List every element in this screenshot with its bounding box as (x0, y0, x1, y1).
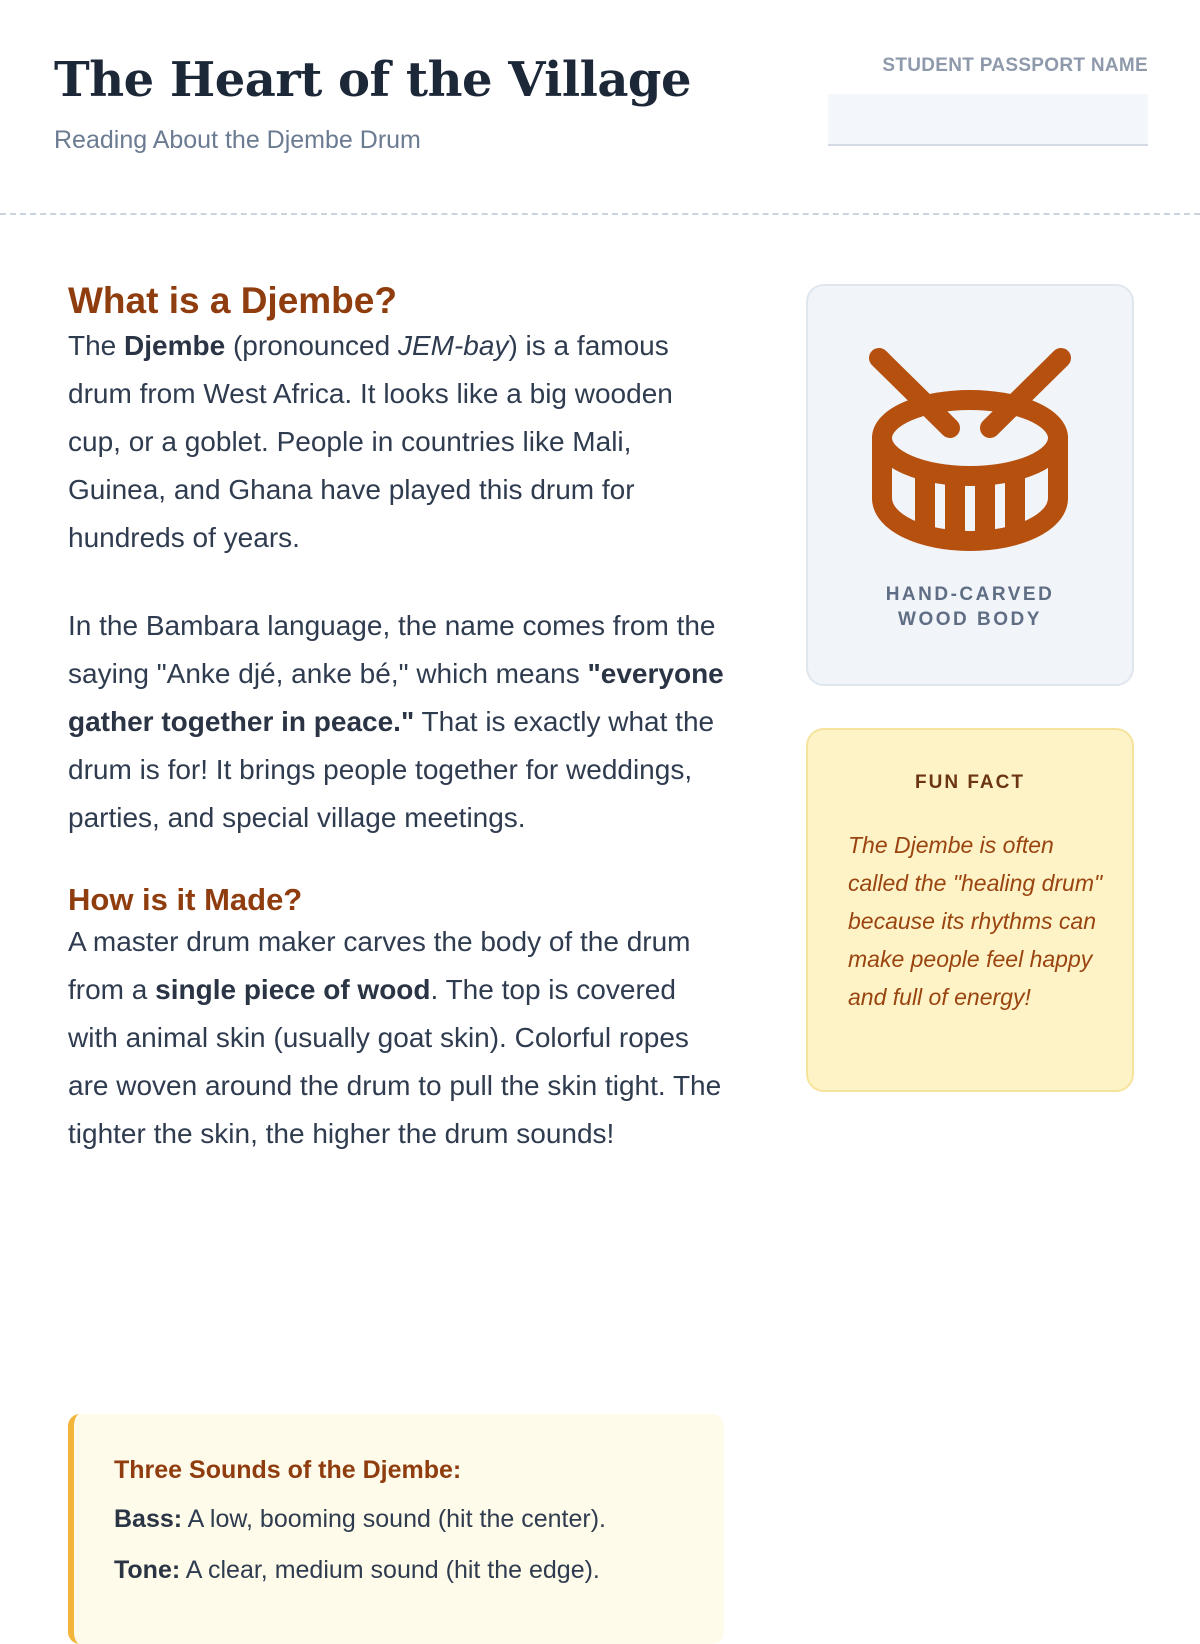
sound-label: Tone: (114, 1556, 181, 1584)
text-span: In the Bambara language, the name comes from the saying "Anke djé, anke bé," which means (68, 610, 716, 689)
sound-text: A low, booming sound (hit the center). (182, 1505, 606, 1533)
fun-fact-text: The Djembe is often called the "healing drum" because its rhythms can make people feel happy and full of energy! (848, 832, 1103, 1010)
section-heading-what-is-djembe: What is a Djembe? (68, 280, 397, 321)
bold-term-djembe: Djembe (124, 330, 226, 361)
page-title: The Heart of the Village (54, 52, 692, 108)
fun-fact-title: FUN FACT (915, 772, 1025, 793)
reading-main-column (68, 280, 728, 1198)
sound-label: Bass: (114, 1505, 183, 1533)
three-sounds-title: Three Sounds of the Djembe: (114, 1456, 462, 1484)
sound-item-bass (114, 1505, 724, 1534)
page-subtitle: Reading About the Djembe Drum (54, 126, 421, 154)
page-header (0, 0, 1200, 215)
section-heading-how-made: How is it Made? (68, 882, 303, 917)
paragraph-name-meaning (68, 602, 728, 842)
text-span: (pronounced (225, 330, 398, 361)
drum-caption-line: HAND-CARVED (885, 584, 1055, 605)
pronunciation: JEM-bay (397, 330, 509, 361)
drum-caption-line: WOOD BODY (898, 609, 1042, 630)
fun-fact-card (806, 728, 1134, 1092)
text-span: . The top is covered with animal skin (usually goat skin). Colorful ropes are woven around the drum to pull the skin tight. The tighter the skin, the higher the drum sounds! (68, 974, 722, 1149)
three-sounds-callout (68, 1414, 724, 1644)
bold-meaning-quote: "everyone gather together in peace." (68, 658, 724, 737)
drum-illustration-card (806, 284, 1134, 686)
drum-caption (808, 582, 1132, 632)
bold-single-piece-of-wood: single piece of wood (155, 974, 431, 1005)
sound-text: A clear, medium sound (hit the edge). (180, 1556, 600, 1584)
student-passport-name-input[interactable] (828, 94, 1148, 146)
text-span: A master drum maker carves the body of the drum from a (68, 926, 691, 1005)
drum-icon (865, 348, 1075, 558)
sound-item-tone (114, 1556, 724, 1585)
text-span: That is exactly what the drum is for! It brings people together for weddings, parties, and special village meetings. (68, 706, 715, 833)
text-span: ) is a famous drum from West Africa. It looks like a big wooden cup, or a goblet. People in countries like Mali, Guinea, and Ghana have played this drum for hundreds of years. (68, 330, 673, 553)
paragraph-how-made (68, 918, 728, 1158)
student-passport-name-label: STUDENT PASSPORT NAME (882, 55, 1148, 76)
text-span: The (68, 330, 125, 361)
paragraph-intro (68, 322, 728, 562)
